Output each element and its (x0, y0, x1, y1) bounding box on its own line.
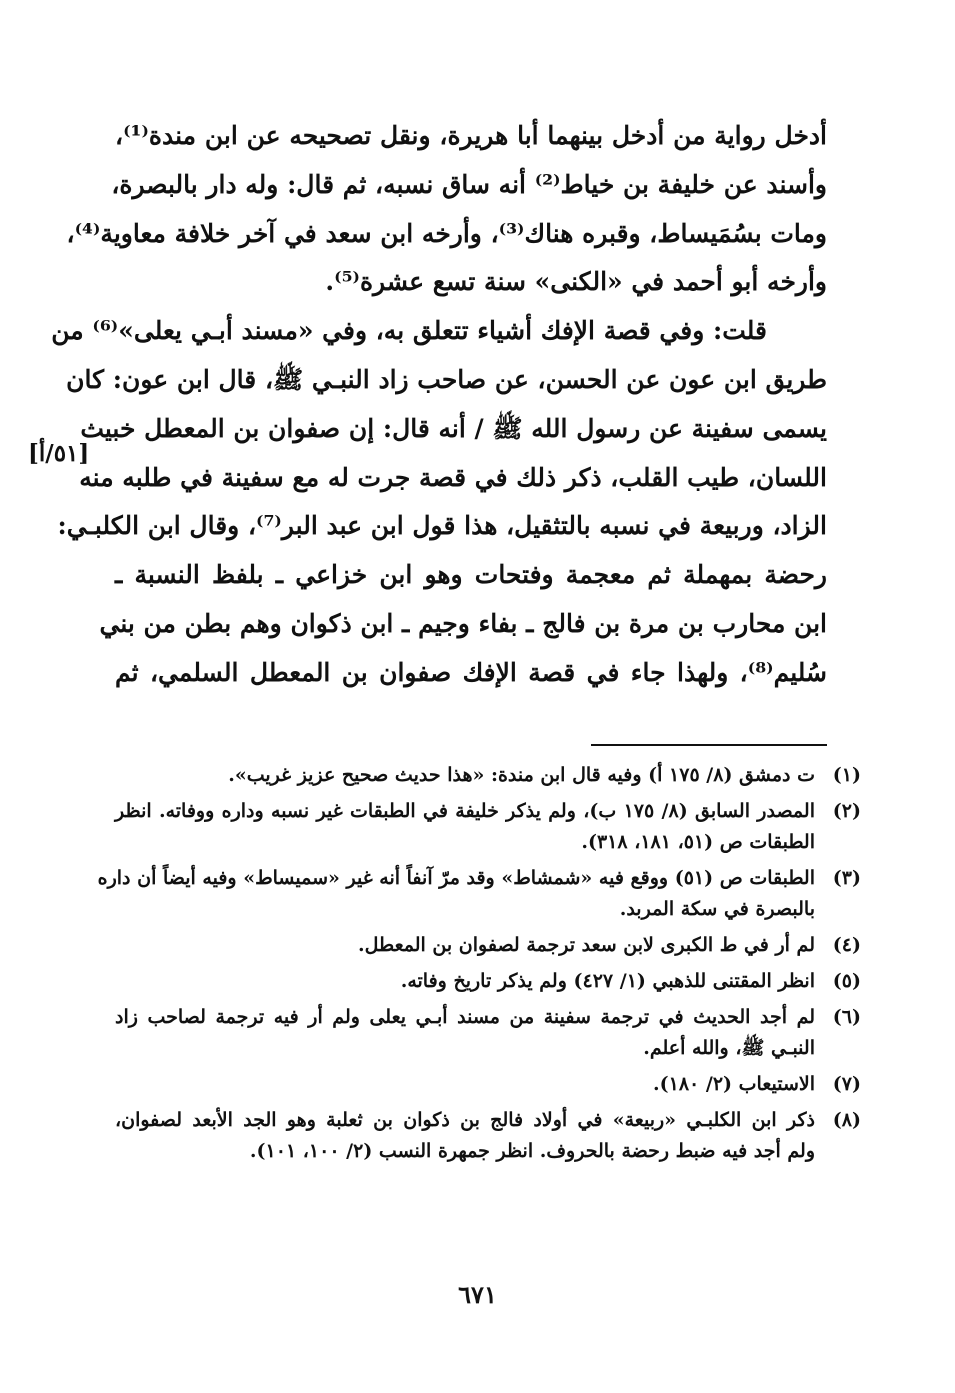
footnote-item (115, 930, 861, 961)
text-line: رحضة بمهملة ثم معجمة وفتحات وهو ابن خزاعي ـ بلفظ النسبة ـ (115, 560, 827, 590)
footnote-number: (٧) (832, 1073, 861, 1095)
footnote-item (115, 760, 861, 791)
footnote-line: لم أر في ط الكبرى لابن سعد ترجمة لصفوان بن المعطل. (358, 934, 815, 956)
footnote-line: ت دمشق (٨/ ١٧٥ أ) وفيه قال ابن مندة: «هذا حديث صحيح عزيز غريب». (228, 764, 815, 786)
footnote-text (115, 760, 815, 791)
footnote-line: ذكر ابن الكلبـي «ربيعة» في أولاد فالج بن ذكوان بن ثعلبة وهو الجد الأبعد لصفوان، (115, 1109, 815, 1131)
footnote-line: الاستيعاب (٢/ ١٨٠). (653, 1073, 815, 1095)
footnote-item (97, 863, 861, 925)
footnote-item (115, 966, 861, 997)
footnote-text (115, 930, 815, 961)
text-line: ومات بسُمَيساط، وقبره هناك⁽³⁾، وأرخه ابن سعد في آخر خلافة معاوية⁽⁴⁾، (66, 218, 827, 248)
footnote-line: ولم أجد فيه ضبط رحضة بالحروف. انظر جمهرة النسب (٢/ ١٠٠، ١٠١). (249, 1140, 815, 1162)
footnote-text (115, 796, 815, 858)
text-line: قلت: وفي قصة الإفك أشياء تتعلق به، وفي «مسند أبـي يعلى»⁽⁶⁾ من (51, 316, 767, 346)
footnote-line: بالبصرة في سكة المربد. (619, 898, 815, 920)
text-line: أدخل رواية من أدخل بينهما أبا هريرة، ونقل تصحيحه عن ابن مندة⁽¹⁾، (115, 121, 827, 150)
footnote-text (115, 1002, 815, 1064)
footnote-number: (٤) (832, 934, 861, 956)
footnote-line: الطبقات ص (٥١) ووقع فيه «شمشاط» وقد مرّ آنفاً أنه غير «سميساط» وفيه أيضاً أن داره (97, 867, 815, 889)
footnote-line: النبـي ﷺ، والله أعلم. (643, 1037, 815, 1059)
footnote-item (115, 796, 861, 858)
footnote-text (115, 1105, 815, 1167)
text-line: طريق ابن عون عن الحسن، عن صاحب زاد النبـي ﷺ، قال ابن عون: كان (66, 364, 827, 394)
text-line: وأرخه أبو أحمد في «الكنى» سنة تسع عشرة⁽⁵⁾. (325, 267, 827, 297)
footnote-number: (١) (832, 764, 861, 786)
footnote-line: الطبقات ص (٥١، ١٨١، ٣١٨). (581, 831, 815, 853)
footnote-line: المصدر السابق (٨/ ١٧٥ ب)، ولم يذكر خليفة في الطبقات غير نسبه وداره ووفاته. انظر (115, 800, 815, 822)
text-line: الزاد، وربيعة في نسبه بالتثقيل، هذا قول ابن عبد البر⁽⁷⁾، وقال ابن الكلبـي: (57, 511, 827, 541)
footnote-number: (٨) (832, 1109, 861, 1131)
text-line: اللسان، طيب القلب، ذكر ذلك في قصة جرت له مع سفينة في طلبه منه (79, 462, 827, 492)
text-line: سُليم⁽⁸⁾، ولهذا جاء في قصة الإفك صفوان بن المعطل السلمي، ثم (115, 657, 827, 687)
footnote-line: لم أجد الحديث في ترجمة سفينة من مسند أبـي يعلى ولم أر فيه ترجمة لصاحب زاد (115, 1006, 815, 1028)
footnote-line: انظر المقتنى للذهبي (١/ ٤٢٧) ولم يذكر تاريخ وفاته. (400, 970, 815, 992)
footnote-number: (٥) (832, 970, 861, 992)
text-line: وأسند عن خليفة بن خياط⁽²⁾ أنه ساق نسبه، ثم قال: وله دار بالبصرة، (111, 169, 827, 199)
footnote-divider (591, 744, 827, 746)
footnote-item (115, 1105, 861, 1167)
footnote-number: (٢) (832, 800, 861, 822)
footnotes (97, 760, 861, 1172)
manuscript-folio-marker: [٥١/أ] (28, 440, 90, 467)
footnote-text (115, 966, 815, 997)
footnote-text (98, 863, 815, 925)
page-number: ٦٧١ (458, 1280, 497, 1309)
footnote-number: (٦) (832, 1006, 861, 1028)
footnote-item (115, 1069, 861, 1100)
footnote-number: (٣) (832, 867, 861, 889)
text-line: يسمى سفينة عن رسول الله ﷺ / أنه قال: إن صفوان بن المعطل خبيث (80, 413, 827, 443)
footnote-text (115, 1069, 815, 1100)
text-line: ابن محارب بن مرة بن فالج ـ بفاء وجيم ـ ابن ذكوان وهم بطن من بني (99, 608, 827, 638)
footnote-item (115, 1002, 861, 1064)
